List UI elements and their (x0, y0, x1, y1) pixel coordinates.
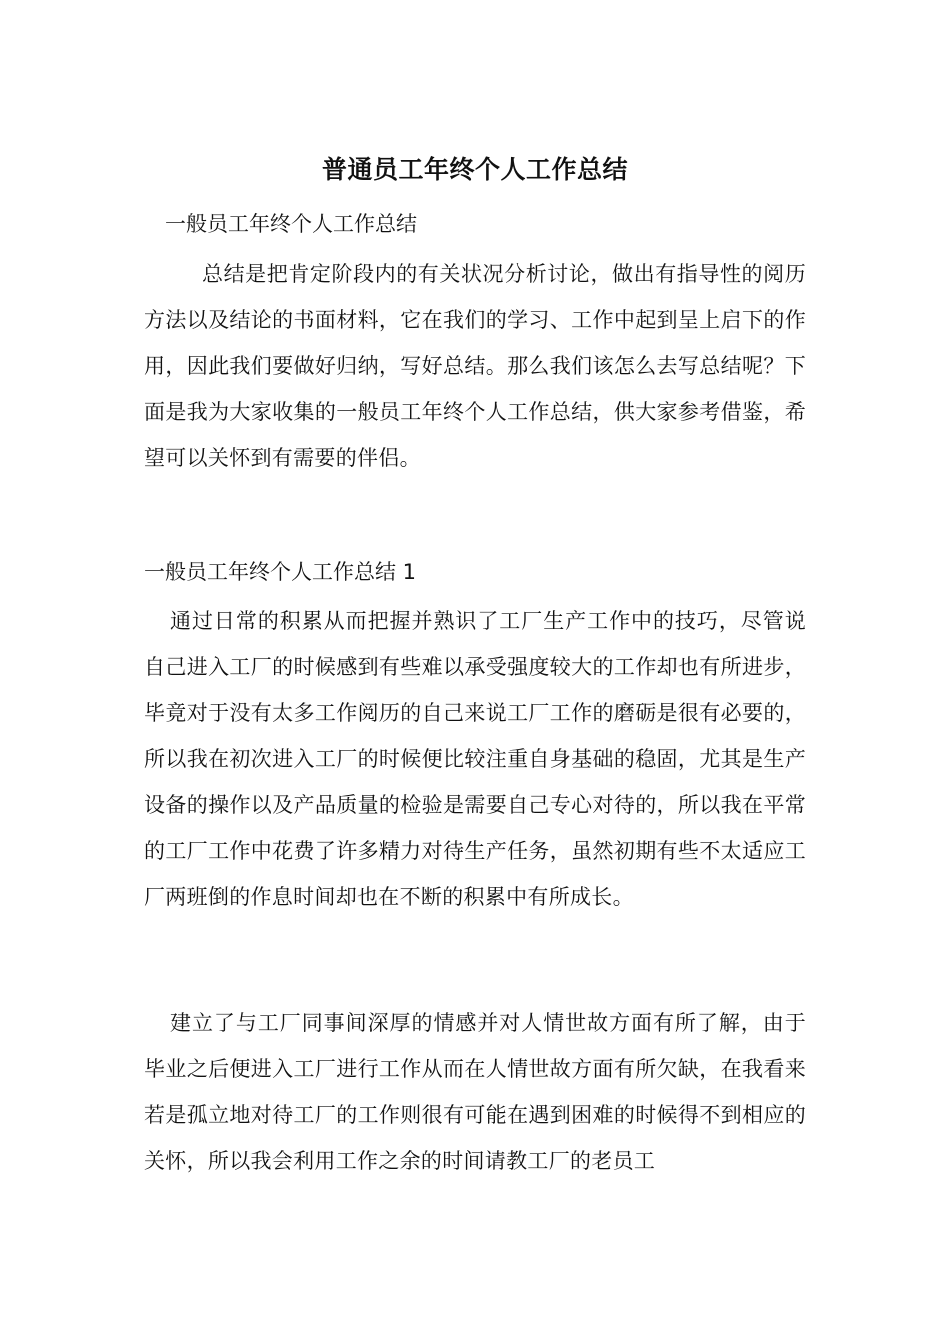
section-heading: 一般员工年终个人工作总结 1 (144, 560, 417, 584)
body-paragraph-2: 建立了与工厂同事间深厚的情感并对人情世故方面有所了解，由于毕业之后便进入工厂进行工作从而在人情世故方面有所欠缺，在我看来若是孤立地对待工厂的工作则很有可能在遇到困难的时候得不到相应的关怀，所以我会利用工作之余的时间请教工厂的老员工 (144, 1011, 806, 1173)
document-subtitle: 一般员工年终个人工作总结 (165, 212, 417, 236)
body-paragraph-1: 通过日常的积累从而把握并熟识了工厂生产工作中的技巧，尽管说自己进入工厂的时候感到有些难以承受强度较大的工作却也有所进步，毕竟对于没有太多工作阅历的自己来说工厂工作的磨砺是很有必要的，所以我在初次进入工厂的时候便比较注重自身基础的稳固，尤其是生产设备的操作以及产品质量的检验是需要自己专心对待的，所以我在平常的工厂工作中花费了许多精力对待生产任务，虽然初期有些不太适应工厂两班倒的作息时间却也在不断的积累中有所成长。 (144, 609, 806, 909)
document-title: 普通员工年终个人工作总结 (321, 155, 628, 184)
intro-paragraph: 总结是把肯定阶段内的有关状况分析讨论，做出有指导性的阅历方法以及结论的书面材料，它在我们的学习、工作中起到呈上启下的作用，因此我们要做好归纳，写好总结。那么我们该怎么去写总结呢？下面是我为大家收集的一般员工年终个人工作总结，供大家参考借鉴，希望可以关怀到有需要的伴侣。 (144, 262, 806, 470)
